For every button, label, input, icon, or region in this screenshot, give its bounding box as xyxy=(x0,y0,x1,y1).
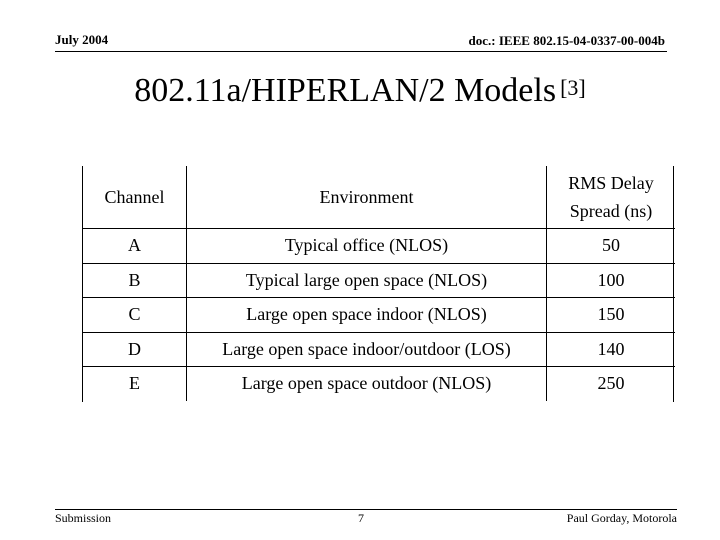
cell-channel: A xyxy=(83,229,187,264)
header-rms-line-2: Spread (ns) xyxy=(569,201,653,221)
header-divider xyxy=(55,51,667,52)
slide-title-text: 802.11a/HIPERLAN/2 Models xyxy=(134,72,557,109)
cell-environment: Typical office (NLOS) xyxy=(187,229,547,264)
table-row xyxy=(83,298,675,333)
header-date: July 2004 xyxy=(55,32,109,47)
cell-channel: D xyxy=(83,332,187,367)
footer-page-number: 7 xyxy=(358,511,364,525)
cell-environment: Large open space outdoor (NLOS) xyxy=(187,367,547,401)
cell-channel: C xyxy=(83,298,187,333)
footer-divider xyxy=(55,509,677,510)
cell-rms: 100 xyxy=(547,263,676,298)
cell-rms: 250 xyxy=(597,373,625,394)
table-row xyxy=(83,263,675,298)
header-rms-line-1: RMS Delay xyxy=(568,173,654,193)
table-row xyxy=(83,229,675,264)
header-rms-delay-spread xyxy=(547,166,676,229)
channel-models-table xyxy=(83,166,675,401)
cell-rms: 140 xyxy=(547,332,676,367)
table-header-row xyxy=(83,166,675,229)
table-row xyxy=(83,332,675,367)
header-doc-id: doc.: IEEE 802.15-04-0337-00-004b xyxy=(468,33,665,48)
footer-submission: Submission xyxy=(55,511,112,525)
cell-rms: 50 xyxy=(547,229,676,264)
cell-channel: E xyxy=(129,373,140,394)
cell-channel: B xyxy=(83,263,187,298)
cell-environment: Typical large open space (NLOS) xyxy=(187,263,547,298)
footer-author: Paul Gorday, Motorola xyxy=(566,511,677,525)
cell-rms: 150 xyxy=(547,298,676,333)
header-channel: Channel xyxy=(83,166,187,229)
slide-title xyxy=(0,72,720,110)
cell-environment: Large open space indoor (NLOS) xyxy=(187,298,547,333)
cell-environment: Large open space indoor/outdoor (LOS) xyxy=(187,332,547,367)
header-environment: Environment xyxy=(187,166,547,229)
slide-title-reference: [3] xyxy=(560,75,586,100)
table-row xyxy=(83,367,675,401)
